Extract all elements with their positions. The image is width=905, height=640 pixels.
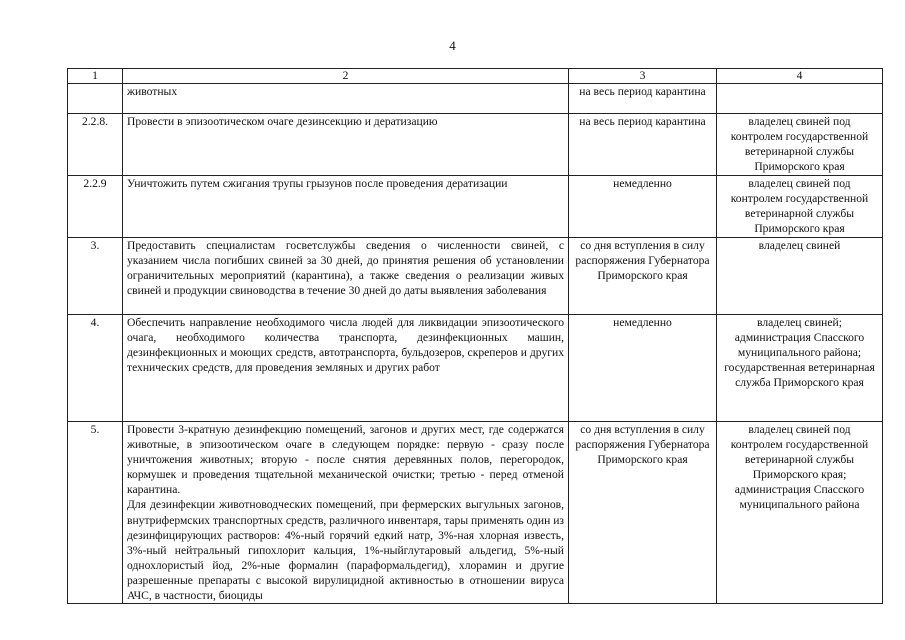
measures-table: [67, 68, 883, 604]
measure-text: Обеспечить направление необходимого числа людей для ликвидации эпизоотического очага, необходимого количества транспорта, дезинфекционных машин, дезинфекционных и моющих средств, автотранспорта, бульдозеров, скреперов и других технических средств, для проведения земляных и других работ: [123, 315, 569, 422]
responsible-cell: владелец свиней под контролем государственной ветеринарной службы Приморского края: [717, 114, 883, 176]
row-number: [68, 84, 123, 114]
table-row: [68, 422, 883, 604]
row-number: 2.2.8.: [68, 114, 123, 176]
table-row: [68, 176, 883, 238]
deadline-cell: со дня вступления в силу распоряжения Губернатора Приморского края: [569, 238, 717, 315]
responsible-cell: владелец свиней; администрация Спасского муниципального района; государственная ветеринарная служба Приморского края: [717, 315, 883, 422]
measure-text: Уничтожить путем сжигания трупы грызунов после проведения дератизации: [123, 176, 569, 238]
header-cell: 1: [68, 69, 123, 84]
responsible-cell: [717, 84, 883, 114]
row-number: 5.: [68, 422, 123, 604]
row-number: 3.: [68, 238, 123, 315]
measure-text: Предоставить специалистам госветслужбы сведения о численности свиней, с указанием числа погибших свиней за 30 дней, до принятия решения об установлении ограничительных мероприятий (карантина), а также сведения о реализации живых свиней и продукции свиноводства в течение 30 дней до даты выявления заболевания: [123, 238, 569, 315]
table-row: [68, 114, 883, 176]
header-cell: 2: [123, 69, 569, 84]
deadline-cell: на весь период карантина: [569, 114, 717, 176]
measure-text: животных: [123, 84, 569, 114]
deadline-cell: немедленно: [569, 176, 717, 238]
row-number: 4.: [68, 315, 123, 422]
deadline-cell: на весь период карантина: [569, 84, 717, 114]
table-row: [68, 315, 883, 422]
responsible-cell: владелец свиней: [717, 238, 883, 315]
header-cell: 3: [569, 69, 717, 84]
row-number: 2.2.9: [68, 176, 123, 238]
deadline-cell: со дня вступления в силу распоряжения Губернатора Приморского края: [569, 422, 717, 604]
header-cell: 4: [717, 69, 883, 84]
table-row: [68, 238, 883, 315]
table-header-row: [68, 69, 883, 84]
responsible-cell: владелец свиней под контролем государственной ветеринарной службы Приморского края: [717, 176, 883, 238]
measure-text: Провести 3-кратную дезинфекцию помещений, загонов и других мест, где содержатся животные, в эпизоотическом очаге в следующем порядке: первую - сразу после уничтожения животных; вторую - после снятия деревянных полов, перегородок, кормушек и проведения тщательной механической очистки; третью - перед отменой карантина. Для дезинфекции животноводческих помещений, при фермерских выгульных загонов, внутрифермских транспортных средств, различного инвентаря, тары применять один из дезинфицирующих растворов: 4%-ный горячий едкий натр, 3%-ная хлорная известь, 3%-ный нейтральный гипохлорит кальция, 1%-ныйглутаровый альдегид, 5%-ный однохлористый йод, 2%-ные формалин (параформальдегид), хлорамин и другие разрешенные препараты с высокой вирулицидной активностью в отношении вируса АЧС, в частности, биоциды: [123, 422, 569, 604]
responsible-cell: владелец свиней под контролем государственной ветеринарной службы Приморского края; администрация Спасского муниципального района: [717, 422, 883, 604]
measure-text: Провести в эпизоотическом очаге дезинсекцию и дератизацию: [123, 114, 569, 176]
deadline-cell: немедленно: [569, 315, 717, 422]
table-row: [68, 84, 883, 114]
page-number: 4: [449, 38, 456, 53]
